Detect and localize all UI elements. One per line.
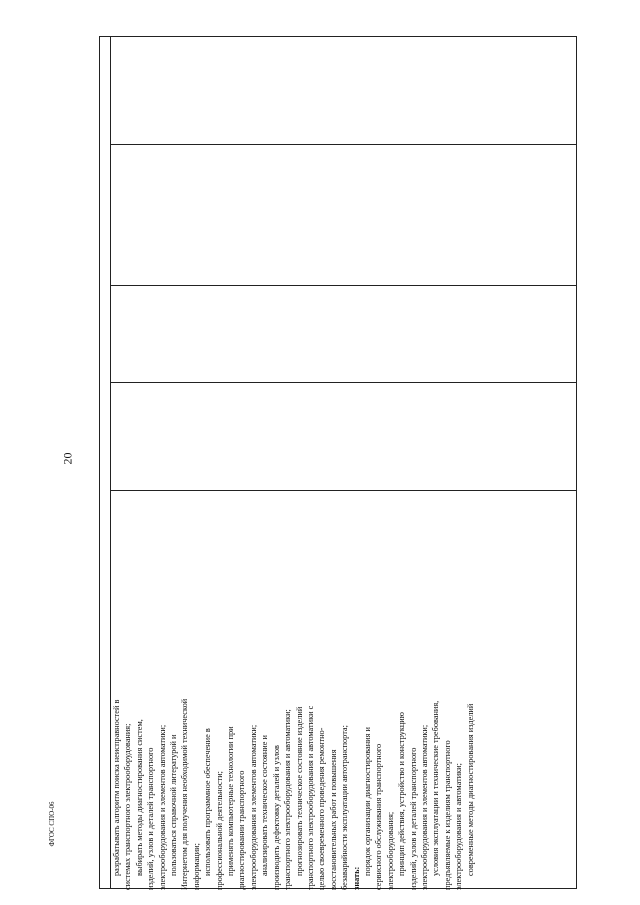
- table-row-divider: [111, 144, 576, 145]
- knowledge-line: предъявляемые к изделиям транспортного: [442, 740, 452, 890]
- footer-code: ФГОС СПО-06: [48, 801, 56, 847]
- skills-knowledge-text: [111, 491, 476, 890]
- skill-line: разрабатывать алгоритм поиска неисправностей в: [112, 699, 121, 876]
- skill-line: электрооборудования и элементов автоматики;: [157, 724, 167, 890]
- skills-knowledge-cell: [111, 491, 577, 890]
- knowledge-line: электрооборудования;: [385, 811, 395, 890]
- table-row-divider: [111, 285, 576, 286]
- skill-line: транспортного электрооборудования и автоматики с: [305, 705, 315, 890]
- knowledge-line: электрооборудования и автоматики;: [454, 763, 464, 890]
- skill-line: производить дефектовку деталей и узлов: [271, 745, 281, 890]
- skill-line: профессиональной деятельности;: [214, 771, 224, 890]
- skill-line: информации;: [191, 843, 201, 890]
- table-row-divider: [111, 382, 576, 383]
- knowledge-line: условия эксплуатации и технические требования,: [431, 700, 441, 876]
- know-label: знать:: [351, 866, 361, 890]
- skill-line: выбирать методы диагностирования систем,: [134, 719, 144, 876]
- skill-line: использовать программное обеспечение в: [203, 728, 213, 876]
- skill-line: системах транспортного электрооборудования;: [123, 723, 133, 890]
- skill-line: применять компьютерные технологии при: [226, 726, 236, 876]
- skill-line: изделий, узлов и деталей транспортного: [146, 747, 156, 890]
- skill-line: пользоваться справочной литературой и: [169, 734, 179, 876]
- skill-line: целью своевременного проведения ремонтно-: [317, 727, 327, 890]
- knowledge-line: принцип действия, устройство и конструкцию: [397, 712, 407, 876]
- page-number: 20: [60, 452, 75, 465]
- competency-table: [99, 36, 577, 889]
- skill-line: диагностировании транспортного: [237, 770, 247, 890]
- knowledge-line: электрооборудования и элементов автоматики;: [419, 724, 429, 890]
- skill-line: восстановительных работ и повышения: [328, 749, 338, 890]
- skill-line: транспортного электрооборудования и автоматики;: [283, 709, 293, 890]
- skill-line: электрооборудования и элементов автоматики;: [248, 724, 258, 890]
- knowledge-line: изделий, узлов и деталей транспортного: [408, 747, 418, 890]
- skill-line: Интернетом для получения необходимой технической: [180, 698, 190, 890]
- knowledge-line: сервисного обслуживания транспортного: [374, 743, 384, 890]
- skill-line: прогнозировать техническое состояние изделий: [294, 706, 304, 876]
- knowledge-line: современные методы диагностирования изделий: [465, 703, 475, 876]
- knowledge-line: порядок организации диагностирования и: [362, 727, 372, 876]
- skill-line: анализировать техническое состояние и: [260, 735, 270, 876]
- skill-line: безаварийности эксплуатации автотранспорта;: [340, 725, 350, 890]
